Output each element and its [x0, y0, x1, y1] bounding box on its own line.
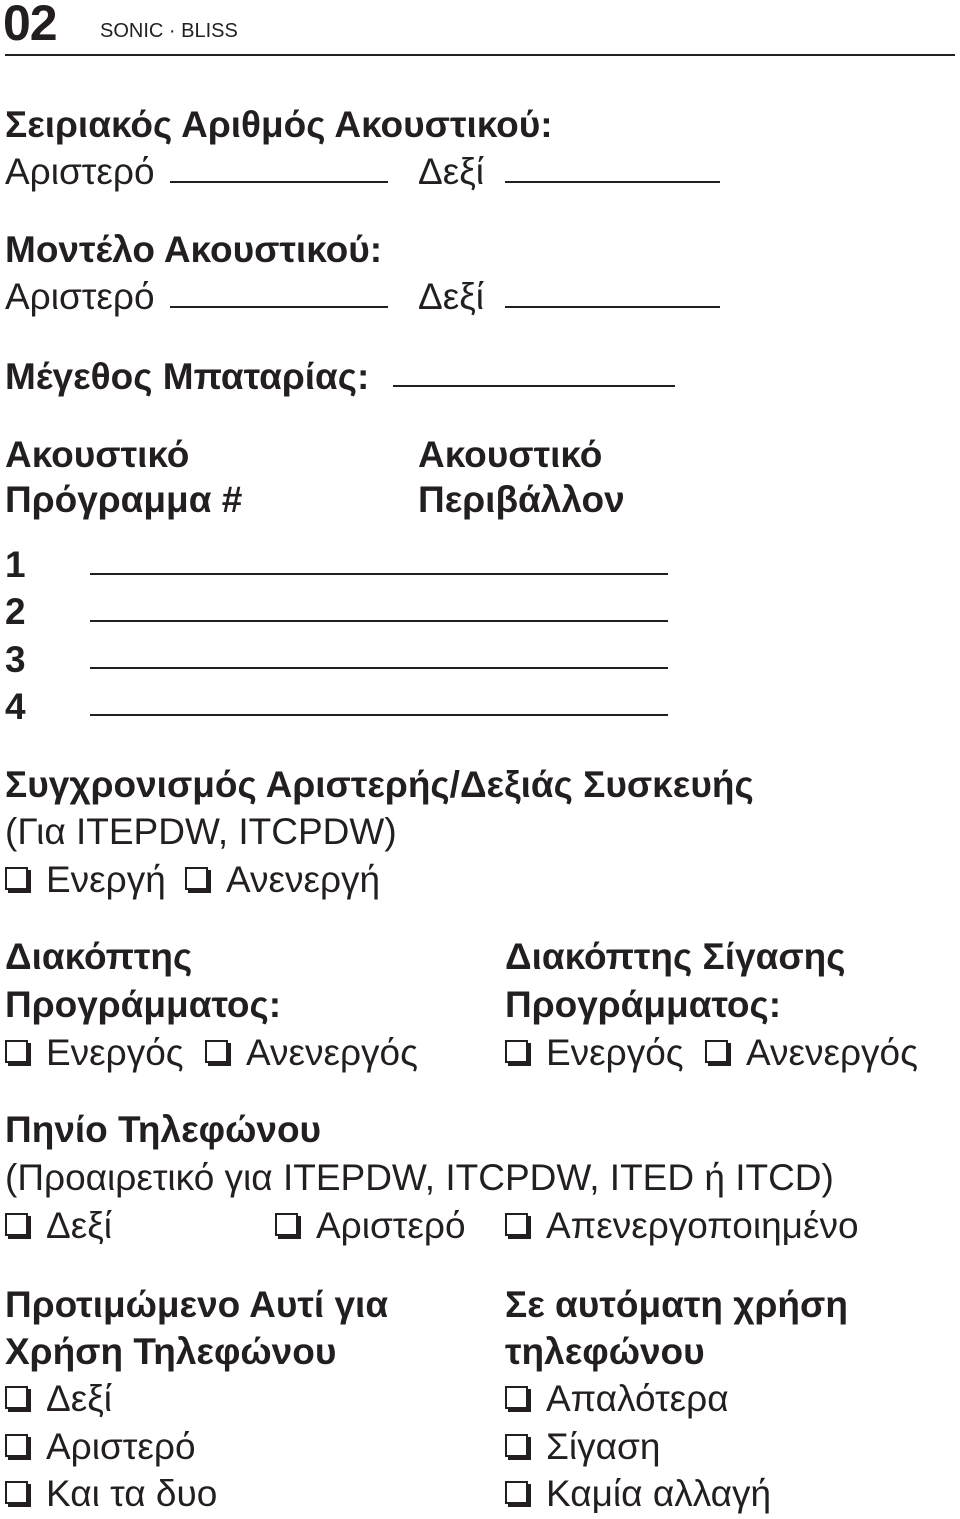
telecoil-title: Πηνίο Τηλεφώνου [5, 1109, 322, 1150]
auto-phone-title-line2: τηλεφώνου [505, 1331, 705, 1372]
checkbox-icon [275, 1213, 298, 1236]
auto-phone-title-line1: Σε αυτόματη χρήση [505, 1284, 848, 1325]
program-switch-option-enabled [5, 1031, 184, 1075]
program-row-number: 2 [5, 591, 26, 632]
checkbox-icon [505, 1386, 528, 1409]
preferred-ear-option-both [5, 1472, 217, 1516]
preferred-ear-title-line2: Χρήση Τηλεφώνου [5, 1331, 337, 1372]
checkbox-icon [705, 1040, 728, 1063]
preferred-ear-option-right [5, 1377, 112, 1421]
sync-title: Συγχρονισμός Αριστερής/Δεξιάς Συσκευής [5, 764, 754, 805]
option-label: Ανενεργός [746, 1032, 918, 1073]
preferred-ear-title-line1: Προτιμώμενο Αυτί για [5, 1284, 389, 1325]
environment-header-line2: Περιβάλλον [418, 479, 625, 520]
checkbox-icon [505, 1434, 528, 1457]
program-switch-title-line2: Προγράμματος: [5, 984, 282, 1025]
serial-right-label: Δεξί [418, 151, 484, 192]
auto-phone-option-mute [505, 1425, 660, 1469]
option-label: Ενεργός [546, 1032, 684, 1073]
option-label: Καμία αλλαγή [546, 1473, 772, 1514]
brand-name: SONIC · BLISS [100, 20, 238, 42]
option-label: Αριστερό [316, 1205, 466, 1246]
program-header-line2: Πρόγραμμα # [5, 479, 243, 520]
option-label: Ενεργός [46, 1032, 184, 1073]
mute-switch-option-disabled [705, 1031, 918, 1075]
mute-switch-title-line2: Προγράμματος: [505, 984, 782, 1025]
program-switch-title-line1: Διακόπτης [5, 936, 193, 977]
option-label: Δεξί [46, 1205, 112, 1246]
preferred-ear-option-left [5, 1425, 196, 1469]
checkbox-icon [5, 867, 28, 890]
checkbox-icon [205, 1040, 228, 1063]
battery-size-field [393, 385, 675, 387]
checkbox-icon [5, 1213, 28, 1236]
serial-left-field [170, 181, 388, 183]
auto-phone-option-softer [505, 1377, 729, 1421]
program-switch-option-disabled [205, 1031, 418, 1075]
environment-header-line1: Ακουστικό [418, 434, 603, 475]
checkbox-icon [5, 1481, 28, 1504]
model-left-label: Αριστερό [5, 276, 155, 317]
option-label: Ανενεργός [246, 1032, 418, 1073]
telecoil-option-off [505, 1204, 859, 1248]
program-header-line1: Ακουστικό [5, 434, 190, 475]
option-label: Αριστερό [46, 1426, 196, 1467]
model-right-label: Δεξί [418, 276, 484, 317]
page-number: 02 [3, 0, 57, 51]
mute-switch-title-line1: Διακόπτης Σίγασης [505, 936, 846, 977]
checkbox-icon [5, 1040, 28, 1063]
program-row-field [90, 667, 668, 669]
program-row-number: 3 [5, 639, 26, 680]
header-divider [5, 54, 955, 56]
serial-number-label: Σειριακός Αριθμός Ακουστικού: [5, 104, 553, 145]
checkbox-icon [185, 867, 208, 890]
mute-switch-option-enabled [505, 1031, 684, 1075]
telecoil-option-right [5, 1204, 112, 1248]
auto-phone-option-no-change [505, 1472, 771, 1516]
program-row-field [90, 714, 668, 716]
option-label: Δεξί [46, 1378, 112, 1419]
checkbox-icon [5, 1386, 28, 1409]
option-label: Ανενεργή [226, 859, 381, 900]
model-right-field [505, 306, 720, 308]
sync-option-disabled [185, 858, 380, 902]
serial-left-label: Αριστερό [5, 151, 155, 192]
option-label: Απενεργοποιημένο [546, 1205, 859, 1246]
option-label: Και τα δυο [46, 1473, 218, 1514]
telecoil-note: (Προαιρετικό για ITEPDW, ITCPDW, ITED ή ITCD) [5, 1157, 834, 1198]
program-row-field [90, 620, 668, 622]
program-row-number: 1 [5, 544, 26, 585]
option-label: Απαλότερα [546, 1378, 729, 1419]
battery-size-label: Μέγεθος Μπαταρίας: [5, 356, 370, 397]
sync-option-enabled [5, 858, 166, 902]
option-label: Ενεργή [46, 859, 166, 900]
program-row-field [90, 573, 668, 575]
checkbox-icon [505, 1040, 528, 1063]
checkbox-icon [5, 1434, 28, 1457]
sync-note: (Για ITEPDW, ITCPDW) [5, 811, 397, 852]
serial-right-field [505, 181, 720, 183]
model-label: Μοντέλο Ακουστικού: [5, 229, 383, 270]
option-label: Σίγαση [546, 1426, 661, 1467]
telecoil-option-left [275, 1204, 466, 1248]
program-row-number: 4 [5, 686, 26, 727]
checkbox-icon [505, 1481, 528, 1504]
model-left-field [170, 306, 388, 308]
checkbox-icon [505, 1213, 528, 1236]
